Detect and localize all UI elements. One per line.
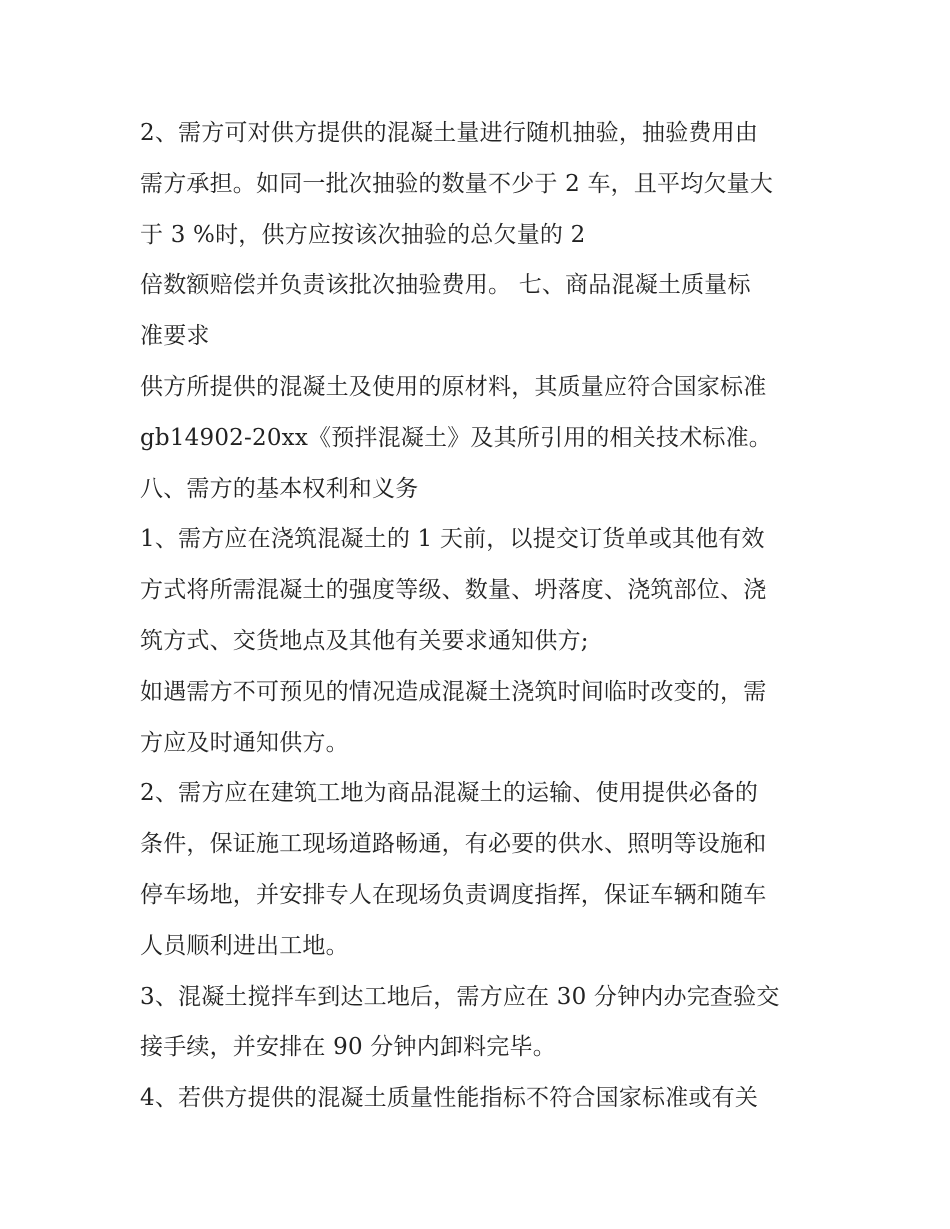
text-line: 人员顺利进出工地。 [140,932,349,959]
text-line: 2、需方应在建筑工地为商品混凝土的运输、使用提供必备的 [140,780,759,807]
text-line: 方式将所需混凝土的强度等级、数量、坍落度、浇筑部位、浇 [140,577,767,604]
text-line: 需方承担。如同一批次抽验的数量不少于 2 车，且平均欠量大 [140,170,774,197]
text-line: 接手续，并安排在 90 分钟内卸料完毕。 [140,1034,556,1061]
contract-text-body [140,108,820,1124]
text-line: 4、若供方提供的混凝土质量性能指标不符合国家标准或有关 [140,1085,759,1112]
text-line: 如遇需方不可预见的情况造成混凝土浇筑时间临时改变的，需 [140,678,767,705]
text-line: 3、混凝土搅拌车到达工地后，需方应在 30 分钟内办完查验交 [140,983,780,1010]
text-line: gb14902-20xx《预拌混凝土》及其所引用的相关技术标准。 [140,424,772,451]
text-line: 1、需方应在浇筑混凝土的 1 天前，以提交订货单或其他有效 [140,526,765,553]
text-line: 准要求 [140,323,210,350]
text-line: 倍数额赔偿并负责该批次抽验费用。 七、商品混凝土质量标 [140,272,751,299]
text-line: 条件，保证施工现场道路畅通，有必要的供水、照明等设施和 [140,831,767,858]
text-line: 供方所提供的混凝土及使用的原材料，其质量应符合国家标准 [140,373,767,400]
text-line: 方应及时通知供方。 [140,729,349,756]
text-line: 停车场地，并安排专人在现场负责调度指挥，保证车辆和随车 [140,881,767,908]
section-heading: 八、需方的基本权利和义务 [140,475,419,502]
text-line: 于 3 %时，供方应按该次抽验的总欠量的 2 [140,221,586,248]
text-line: 2、需方可对供方提供的混凝土量进行随机抽验，抽验费用由 [140,120,759,146]
text-line: 筑方式、交货地点及其他有关要求通知供方; [140,627,589,654]
